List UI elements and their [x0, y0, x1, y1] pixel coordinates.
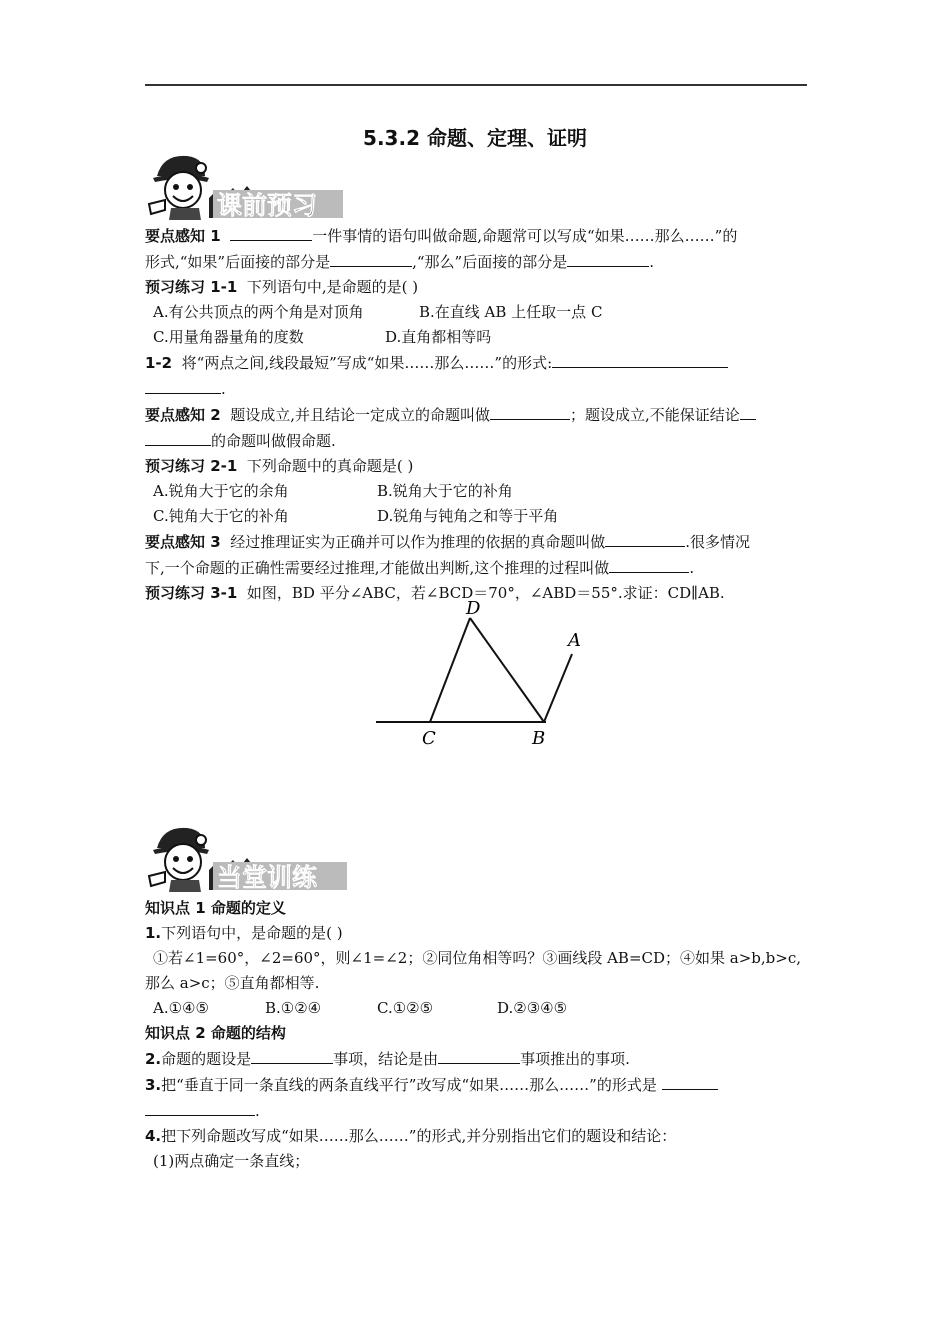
geometry-figure [370, 596, 610, 756]
section-class-training: 知识点 1 命题的定义 1.下列语句中，是命题的是( ) ①若∠1=60°，∠2=60°，则∠1=∠2；②同位角相等吗？③画线段 AB=CD；④如果 a>b,b>c, 那么 a>c；⑤直角都相等. A.①④⑤ B.①②④ C.①②⑤ D.②③④⑤ 知识点 2 命题的结构 2.命题的题设是 事项，结论是由 事项推出的事项. 3.把“垂直于同一条直线的两条直线平行”改写成“如果……那么……”的形式是 . 4.把下列命题改写成“如果……那么……”的形式,并分别指出它们的题设和结论： (1)两点确定一条直线； [145, 896, 807, 1174]
blank [605, 529, 685, 547]
cartoon-boy-icon [149, 156, 209, 220]
blank [145, 376, 221, 394]
exercise-2-1: 预习练习 2-1 下列命题中的真命题是( ) [145, 457, 414, 475]
question-1: 1.下列语句中，是命题的是( ) [145, 924, 343, 942]
option-d: D.②③④⑤ [497, 999, 568, 1017]
label-c: C [422, 728, 436, 749]
banner-title-training: 当堂训练 [217, 863, 318, 892]
option-c: C.用量角器量角的度数 [153, 328, 304, 346]
label-d: D [466, 598, 481, 619]
option-b: B.锐角大于它的补角 [377, 482, 513, 500]
label-a: A [568, 630, 581, 651]
blank [330, 249, 412, 267]
blank [567, 249, 649, 267]
knowledge-point-2: 知识点 2 命题的结构 [145, 1024, 286, 1042]
option-c: C.①②⑤ [377, 999, 434, 1017]
point-1: 要点感知 1 一件事情的语句叫做命题,命题常可以写成“如果……那么……”的 [145, 223, 807, 249]
line-cd [430, 618, 470, 722]
section-preview: 要点感知 1 一件事情的语句叫做命题,命题常可以写成“如果……那么……”的 形式,“如果”后面接的部分是 ,“那么”后面接的部分是 . 预习练习 1-1 下列语句中,是命题的是( ) A.有公共顶点的两个角是对顶角 B.在直线 AB 上任取一点 C C.用量角器量角的度数 D.直角都相等吗 1-2 将“两点之间,线段最短”写成“如果……那么……”的形式: . 要点感知 2 题设成立,并且结论一定成立的命题叫做 ；题设成立,不能保证结论 的命题叫做假命题. 预习练习 2-1 下列命题中的真命题是( ) A.锐角大于它的余角 B.锐角大于它的补角 C.钝角大于它的补角 D.锐角与钝角之和等于平角 要点感知 3 经过推理证实为正确并可以作为推理的依据的真命题叫做 .很多情况 下,一个命题的正确性需要经过推理,才能做出判断,这个推理的过程叫做 . 预习练习 3-1 如图，BD 平分∠ABC，若∠BCD＝70°，∠ABD＝55°.求证：CD∥AB. [145, 223, 807, 606]
blank [230, 223, 312, 241]
blank [438, 1046, 520, 1064]
option-d: D.直角都相等吗 [385, 328, 492, 346]
header-rule [145, 84, 807, 86]
option-c: C.钝角大于它的补角 [153, 507, 289, 525]
banner-preview [143, 150, 353, 222]
option-b: B.①②④ [265, 999, 322, 1017]
blank [609, 555, 689, 573]
line-db [470, 618, 544, 722]
page-title: 5.3.2 命题、定理、证明 [363, 126, 587, 150]
label-b: B [532, 728, 546, 749]
blank [740, 402, 756, 420]
exercise-1-1: 预习练习 1-1 下列语句中,是命题的是( ) [145, 278, 419, 296]
cartoon-boy-icon [149, 828, 209, 892]
blank [145, 1098, 255, 1116]
question-4: 4.把下列命题改写成“如果……那么……”的形式,并分别指出它们的题设和结论： [145, 1127, 677, 1145]
point-3: 要点感知 3 经过推理证实为正确并可以作为推理的依据的真命题叫做 .很多情况 [145, 529, 807, 555]
exercise-3-1: 预习练习 3-1 如图，BD 平分∠ABC，若∠BCD＝70°，∠ABD＝55°.求证：CD∥AB. [145, 584, 725, 602]
point-2: 要点感知 2 题设成立,并且结论一定成立的命题叫做 ；题设成立,不能保证结论 [145, 402, 807, 428]
question-2: 2.命题的题设是 事项，结论是由 事项推出的事项. [145, 1046, 807, 1072]
banner-title-preview: 课前预习 [217, 191, 318, 220]
blank [145, 428, 211, 446]
exercise-1-2: 1-2 将“两点之间,线段最短”写成“如果……那么……”的形式: [145, 350, 807, 376]
blank [490, 402, 570, 420]
blank [552, 350, 728, 368]
option-a: A.有公共顶点的两个角是对顶角 [153, 303, 364, 321]
banner-class-training [143, 822, 353, 894]
blank [662, 1072, 718, 1090]
question-3: 3.把“垂直于同一条直线的两条直线平行”改写成“如果……那么……”的形式是 [145, 1072, 807, 1098]
line-ba [544, 654, 572, 722]
blank [251, 1046, 333, 1064]
option-a: A.锐角大于它的余角 [153, 482, 289, 500]
option-a: A.①④⑤ [153, 999, 209, 1017]
option-d: D.锐角与钝角之和等于平角 [377, 507, 559, 525]
option-b: B.在直线 AB 上任取一点 C [419, 303, 603, 321]
knowledge-point-1: 知识点 1 命题的定义 [145, 899, 286, 917]
